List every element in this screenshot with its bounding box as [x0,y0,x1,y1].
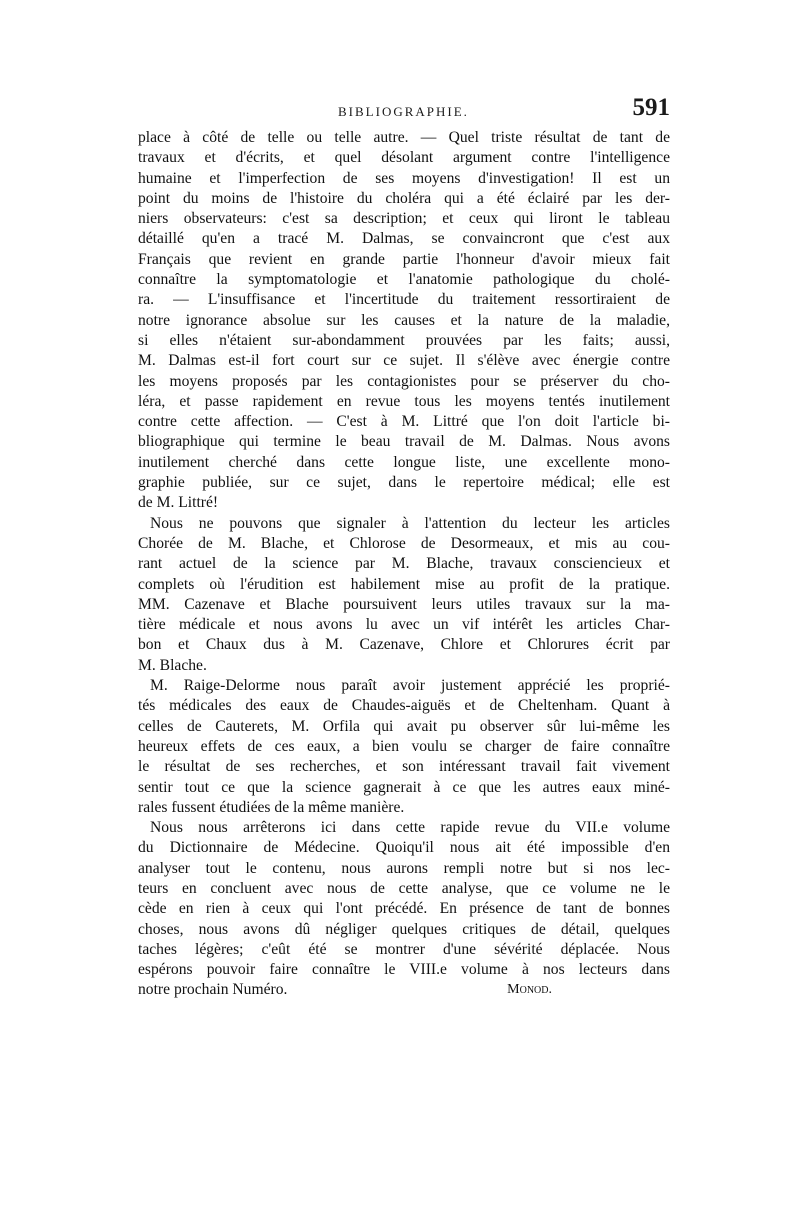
text-line: connaître la symptomatologie et l'anatomie pathologique du cholé- [138,271,670,289]
text-line: Français que revient en grande partie l'honneur d'avoir mieux fait [138,250,670,268]
text-line: le résultat de ses recherches, et son intéressant travail fait vivement [138,758,670,776]
text-line: graphie publiée, sur ce sujet, dans le repertoire médical; elle est [138,474,670,492]
text-line: teurs en concluent avec nous de cette analyse, que ce volume ne le [138,879,670,897]
text-line: les moyens proposés par les contagionistes pour se préserver du cho- [138,372,670,390]
page-header [140,94,670,128]
text-line: analyser tout le contenu, nous aurons rempli notre but si nos lec- [138,859,670,877]
text-line: choses, nous avons dû négliger quelques critiques de détail, quelques [138,920,670,938]
text-line: bon et Chaux dus à M. Cazenave, Chlore et Chlorures écrit par [138,636,670,654]
text-line: de M. Littré! [138,494,219,512]
text-line: M. Raige-Delorme nous paraît avoir justement apprécié les proprié- [150,677,670,695]
text-line: MM. Cazenave et Blache poursuivent leurs utiles travaux sur la ma- [138,595,670,613]
text-line: sentir tout ce que la science gagnerait à ce que les autres eaux miné- [138,778,670,796]
text-line: bliographique qui termine le beau travail de M. Dalmas. Nous avons [138,433,670,451]
text-line: tière médicale et nous avons lu avec un vif intérêt les articles Char- [138,616,670,634]
text-line: inutilement cherché dans cette longue liste, une excellente mono- [138,453,670,471]
body-text [138,128,670,1001]
text-line-with-signature [138,980,670,1000]
text-line: ra. — L'insuffisance et l'incertitude du traitement ressortiraient de [138,291,670,309]
text-line: Chorée de M. Blache, et Chlorose de Desormeaux, et mis au cou- [138,534,670,552]
text-line: travaux et d'écrits, et quel désolant argument contre l'intelligence [138,149,670,167]
text-line: M. Dalmas est-il fort court sur ce sujet. Il s'élève avec énergie contre [138,352,670,370]
text-line: Nous nous arrêterons ici dans cette rapide revue du VII.e volume [150,819,670,837]
text-line: niers observateurs: c'est sa description; et ceux qui liront le tableau [138,210,670,228]
text-line: espérons pouvoir faire connaître le VIII.e volume à nos lecteurs dans [138,961,670,979]
page-number: 591 [632,94,670,121]
text-line: léra, et passe rapidement en revue tous les moyens tentés inutilement [138,392,670,410]
text-line: du Dictionnaire de Médecine. Quoiqu'il nous ait été impossible d'en [138,839,670,857]
text-line: si elles n'étaient sur-abondamment prouvées par les faits; aussi, [138,331,670,349]
text-line: place à côté de telle ou telle autre. — Quel triste résultat de tant de [138,129,670,146]
text-line: humaine et l'imperfection de ses moyens d'investigation! Il est un [138,169,670,187]
text-line: complets où l'érudition est habilement mise au profit de la pratique. [138,575,670,593]
text-line: contre cette affection. — C'est à M. Littré que l'on doit l'article bi- [138,413,670,431]
running-head: BIBLIOGRAPHIE. [338,104,469,119]
text-line: M. Blache. [138,656,207,674]
text-line: celles de Cauterets, M. Orfila qui avait pu observer sûr lui-même les [138,717,670,735]
text-line: heureux effets de ces eaux, a bien voulu se charger de faire connaître [138,737,670,755]
text-line: rales fussent étudiées de la même manière. [138,798,405,816]
text-line: cède en rien à ceux qui l'ont précédé. En présence de tant de bonnes [138,900,670,918]
text-line: notre ignorance absolue sur les causes et la nature de la maladie, [138,311,670,329]
text-line: tés médicales des eaux de Chaudes-aiguës et de Cheltenham. Quant à [138,697,670,715]
text-line: rant actuel de la science par M. Blache, travaux consciencieux et [138,555,670,573]
text-line: détaillé qu'en a tracé M. Dalmas, se convaincront que c'est aux [138,230,670,248]
text-line: point du moins de l'histoire du choléra qui a été éclairé par les der- [138,189,670,207]
author-signature: Monod. [507,982,552,998]
text-line: Nous ne pouvons que signaler à l'attention du lecteur les articles [150,514,670,532]
text-line: taches légères; c'eût été se montrer d'une sévérité déplacée. Nous [138,940,670,958]
text-line: notre prochain Numéro. [138,981,288,999]
